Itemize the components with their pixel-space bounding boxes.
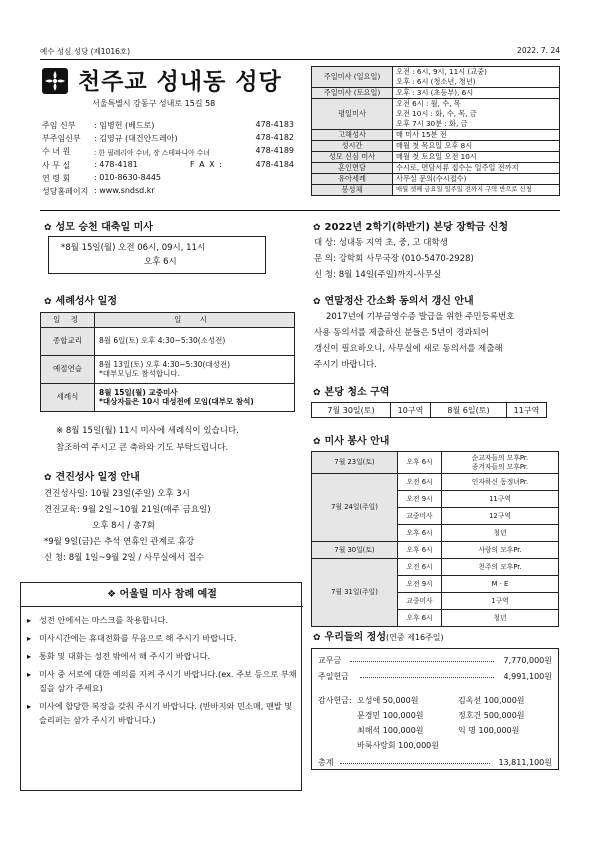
table-row — [312, 542, 559, 559]
staff-role: 부주임신부 — [42, 134, 81, 144]
service-date: 7월 24일(주일) — [312, 474, 398, 542]
schedule-line: 사무실 문의(수시접수) — [396, 174, 467, 183]
staff-name: : 임병헌 (베드로) — [94, 121, 155, 130]
parish-title: 천주교 성내동 성당 — [78, 69, 282, 95]
schedule-line: 오후 7시 30분 : 화, 금 — [396, 119, 468, 128]
schedule-value — [393, 67, 560, 88]
service-time: 오전 6시 — [398, 474, 442, 491]
service-group: 청년 — [442, 610, 559, 627]
cleaning-heading — [313, 383, 389, 398]
service-group: 사랑의 모후Pr. — [442, 542, 559, 559]
confirmation-heading — [44, 468, 140, 483]
service-group: 11구역 — [442, 491, 559, 508]
staff-row — [42, 173, 294, 186]
assumption-heading — [44, 218, 153, 233]
confirmation-line: 견진성사일: 10월 23일(주일) 오후 3시 — [44, 489, 190, 499]
service-time: 오전 9시 — [398, 491, 442, 508]
consent-line: 갱신이 필요하오니, 사무실에 새로 동의서를 제출해 — [314, 344, 503, 354]
staff-phone: 478-4183 — [255, 120, 294, 129]
list-item: ▸ 미사시간에는 휴대전화를 무음으로 해 주시기 바랍니다. — [27, 631, 297, 645]
staff-role: 주임 신부 — [42, 121, 76, 130]
schedule-key: 유아세례 — [312, 174, 393, 185]
service-date: 7월 30일(토) — [312, 542, 398, 559]
service-group: 1구역 — [442, 593, 559, 610]
column-header: 일 정 — [41, 313, 95, 328]
table-row — [312, 88, 560, 99]
schedule-line: 매월 첫 토요일 오전 10시 — [396, 152, 477, 161]
scholarship-line: 대 상: 성내동 지역 초, 중, 고 대학생 — [314, 238, 448, 248]
baptism-value — [95, 383, 295, 411]
cleaning-zone-table — [311, 402, 547, 418]
baptism-line: 8월 13일(토) 오후 4:30~5:30(대성전) — [99, 359, 231, 369]
offering-amount: 13,811,100원 — [498, 758, 552, 767]
leader-dots — [340, 763, 490, 764]
confirmation-line: *9월 9일(금)은 추석 연휴인 관계로 휴강 — [44, 537, 195, 547]
column-header: 일 시 — [95, 313, 295, 328]
etiquette-list — [27, 613, 297, 731]
offering-row — [318, 671, 552, 683]
section-title: 견진성사 일정 안내 — [55, 472, 140, 483]
confirmation-line: 견진교육: 9월 2일~10월 21일(매주 금요일) — [44, 505, 211, 515]
thanks-label: 감사헌금: — [318, 696, 352, 705]
baptism-line: *대상자들은 10시 대성전에 모임(대부모 참석) — [99, 397, 254, 406]
schedule-line: 오전 10시 : 화, 수, 목, 금 — [396, 109, 477, 118]
section-title: 세례성사 일정 — [55, 296, 117, 307]
schedule-key: 성시간 — [312, 141, 393, 152]
baptism-key: 세례식 — [41, 383, 95, 411]
baptism-note: 참조하여 주시고 큰 축하와 기도 부탁드립니다. — [56, 443, 229, 453]
section-title: 어울릴 미사 참례 예절 — [119, 589, 217, 600]
schedule-key: 고해성사 — [312, 130, 393, 141]
list-item: ▸ 미사 중 서로에 대한 예의를 지켜 주시기 바랍니다.(ex. 주보 등으로 부채질을 삼가 주세요) — [27, 667, 297, 695]
table-row — [312, 152, 560, 163]
donor-entry: 익 명 100,000원 — [458, 726, 520, 735]
flower-bullet-icon: ✿ — [44, 223, 52, 233]
issue-number: 예수 성심 성당 (제1016호) — [40, 47, 131, 56]
offering-box — [311, 648, 559, 770]
service-time: 오후 6시 — [398, 542, 442, 559]
flower-bullet-icon: ✿ — [313, 388, 321, 398]
offering-amount: 7,770,000원 — [503, 656, 552, 665]
table-row — [41, 383, 295, 411]
baptism-table — [40, 312, 295, 412]
section-title: 본당 청소 구역 — [324, 387, 390, 398]
baptism-key: 예절연습 — [41, 355, 95, 383]
section-title: 연말정산 간소화 동의서 갱신 안내 — [324, 296, 474, 307]
fax-label: F A X : — [190, 159, 223, 169]
flower-bullet-icon: ✿ — [313, 633, 321, 643]
zone-date: 8월 6일(토) — [431, 403, 507, 418]
schedule-key: 봉성체 — [312, 185, 393, 196]
schedule-value — [393, 99, 560, 130]
baptism-key: 종합교리 — [41, 327, 95, 355]
consent-line: 2017년에 기부금영수증 발급을 위한 주민등록번호 — [326, 312, 515, 322]
service-time: 오후 6시 — [398, 610, 442, 627]
baptism-value — [95, 327, 295, 355]
baptism-line: 8월 15일(월) 교중미사 — [99, 387, 178, 397]
schedule-value — [393, 163, 560, 174]
consent-heading — [313, 292, 474, 307]
service-group: 천주의 모후Pr. — [442, 559, 559, 576]
staff-name: : 한 필레리아 수녀, 장 스테파니아 수녀 — [94, 149, 210, 158]
flower-bullet-icon: ✿ — [44, 473, 52, 483]
table-row — [312, 99, 560, 130]
offering-amount: 4,991,100원 — [503, 672, 552, 681]
service-group: 청년 — [442, 525, 559, 542]
flower-bullet-icon: ✿ — [313, 437, 321, 447]
table-row — [41, 355, 295, 383]
table-row — [41, 327, 295, 355]
flower-bullet-icon: ✿ — [313, 297, 321, 307]
offering-label: 주일헌금 — [318, 672, 349, 681]
service-time: 오전 6시 — [398, 559, 442, 576]
staff-role: 수 녀 원 — [42, 147, 71, 157]
mass-schedule-table — [311, 66, 560, 196]
parish-address: 서울특별시 강동구 성내로 15길 58 — [92, 99, 216, 108]
baptism-value — [95, 355, 295, 383]
baptism-line: 8월 6일(토) 오후 4:30~5:30(소성전) — [99, 336, 226, 346]
confirmation-line: 오후 8시 / 총7회 — [92, 521, 155, 531]
etiquette-box — [20, 582, 302, 791]
schedule-line: 매월 첫 목요일 오후 8시 — [396, 141, 473, 150]
schedule-line: 오후 : 3시 (초등부), 6시 — [396, 88, 474, 97]
schedule-value — [393, 174, 560, 185]
baptism-heading — [44, 292, 117, 307]
service-line: 순교자들의 모후Pr. — [471, 453, 529, 462]
table-row — [312, 452, 559, 474]
staff-row — [42, 146, 294, 159]
offering-row — [318, 655, 552, 667]
table-row — [312, 174, 560, 185]
service-group: 인자하신 동정녀Pr. — [442, 474, 559, 491]
offering-label: 교무금 — [318, 656, 342, 665]
schedule-value — [393, 152, 560, 163]
assumption-line: *8월 15일(월) 오전 06시, 09시, 11시 — [61, 243, 206, 253]
staff-row — [42, 133, 294, 146]
etiquette-heading — [21, 583, 303, 607]
schedule-value — [393, 130, 560, 141]
leader-dots — [360, 677, 494, 678]
flower-bullet-icon: ✿ — [44, 297, 52, 307]
section-title: 성모 승천 대축일 미사 — [55, 222, 153, 233]
staff-phone: : 010-8630-8445 — [94, 172, 161, 182]
list-item: ▸ 통화 및 대화는 성전 밖에서 해 주시기 바랍니다. — [27, 649, 297, 663]
staff-phone: 478-4189 — [255, 146, 294, 156]
staff-name: : 김영규 (대건안드레아) — [94, 134, 178, 144]
service-time: 오전 9시 — [398, 576, 442, 593]
consent-line: 주시기 바랍니다. — [314, 360, 377, 370]
baptism-line: *대부모님도 참석합니다. — [99, 369, 180, 378]
zone-date: 7월 30일(토) — [312, 403, 391, 418]
homepage-link[interactable]: : www.sndsd.kr — [94, 185, 155, 195]
staff-phone: 478-4182 — [255, 133, 294, 143]
staff-role: 성당홈페이지 — [42, 186, 89, 196]
offering-heading — [313, 628, 444, 643]
consent-line: 사용 동의서를 제출하신 분들은 5년이 경과되어 — [314, 328, 489, 338]
scholarship-line: 신 청: 8월 14일(주일)까지-사무실 — [314, 270, 442, 280]
offering-row — [318, 757, 552, 769]
service-date: 7월 31일(주일) — [312, 559, 398, 627]
table-row — [312, 141, 560, 152]
service-group: M · E — [442, 576, 559, 593]
donor-entry: 문경민 100,000원 — [357, 711, 424, 720]
service-time: 교중미사 — [398, 508, 442, 525]
service-time: 오후 6시 — [398, 525, 442, 542]
section-subtitle: (연중 제16주일) — [386, 633, 444, 642]
cross-flower-icon — [42, 68, 68, 94]
mass-service-table — [311, 451, 559, 627]
staff-role: 연 령 회 — [42, 173, 71, 183]
donor-entry: 오성애 50,000원 — [357, 696, 419, 705]
list-item: ▸ 성전 안에서는 마스크를 착용합니다. — [27, 613, 297, 627]
section-title: 2022년 2학기(하반기) 본당 장학금 신청 — [324, 222, 508, 233]
table-row — [312, 163, 560, 174]
schedule-key: 주일미사 (일요일) — [312, 67, 393, 88]
schedule-key: 평일미사 — [312, 99, 393, 130]
fax-number: 478-4184 — [255, 159, 294, 169]
staff-row — [42, 186, 294, 199]
table-row — [312, 130, 560, 141]
table-row — [312, 185, 560, 196]
header-rule — [40, 210, 560, 211]
staff-row — [42, 160, 294, 173]
mass-service-heading — [313, 432, 389, 447]
scholarship-line: 문 의: 강학회 사무국장 (010-5470-2928) — [314, 254, 474, 264]
schedule-line: 매 미사 15분 전 — [396, 130, 447, 139]
schedule-line: 오전 : 6시, 9시, 11시 (교중) — [396, 67, 487, 76]
top-rule — [40, 59, 560, 60]
baptism-note: ※ 8월 15일(월) 11시 미사에 세례식이 있습니다. — [56, 426, 239, 436]
table-row — [312, 559, 559, 576]
schedule-value — [393, 88, 560, 99]
leader-dots — [350, 661, 494, 662]
issue-date: 2022. 7. 24 — [517, 46, 560, 55]
section-title: 미사 봉사 안내 — [324, 436, 390, 447]
scholarship-heading — [313, 218, 508, 233]
section-title: 우리들의 정성 — [324, 632, 386, 643]
table-header-row — [41, 313, 295, 328]
diamond-bullet-icon: ❖ — [107, 589, 120, 600]
schedule-line: 오후 : 6시 (청소년, 청년) — [396, 77, 476, 86]
confirmation-line: 신 청: 8월 1일~9월 2일 / 사무실에서 접수 — [44, 553, 205, 563]
schedule-key: 혼인면담 — [312, 163, 393, 174]
service-time: 오후 6시 — [398, 452, 442, 474]
service-time: 교중미사 — [398, 593, 442, 610]
service-date: 7월 23일(토) — [312, 452, 398, 474]
service-line: 종겨자들의 모후Pr. — [471, 462, 529, 471]
assumption-line: 오후 6시 — [144, 257, 177, 267]
zone-area: 10구역 — [391, 403, 431, 418]
staff-row — [42, 120, 294, 133]
table-row — [312, 67, 560, 88]
schedule-line: 수시로, 면담서류 접수는 일주일 전까지 — [396, 163, 519, 172]
service-group — [442, 452, 559, 474]
table-row — [312, 403, 547, 418]
donor-entry: 정호건 500,000원 — [458, 711, 525, 720]
list-item: ▸ 미사에 합당한 복장을 갖춰 주시기 바랍니다. (반바지와 민소매, 맨발 및 슬리퍼는 삼가 주시기 바랍니다.) — [27, 699, 297, 727]
schedule-value — [393, 141, 560, 152]
assumption-box — [48, 236, 266, 274]
schedule-key: 성모 신심 미사 — [312, 152, 393, 163]
staff-role: 사 무 실 — [42, 160, 71, 170]
issue-bar — [40, 46, 560, 60]
flower-bullet-icon: ✿ — [313, 223, 321, 233]
schedule-value — [393, 185, 560, 196]
staff-list — [42, 120, 294, 199]
schedule-line: 매월 셋째 금요일 일주일 전까지 구역 반으로 신청 — [396, 186, 532, 193]
donor-entry: 최해석 100,000원 — [357, 726, 424, 735]
table-row — [312, 474, 559, 491]
donor-entry: 바룩사랑회 100,000원 — [357, 741, 439, 750]
schedule-key: 주일미사 (토요일) — [312, 88, 393, 99]
service-group: 12구역 — [442, 508, 559, 525]
donor-entry: 김옥선 100,000원 — [458, 696, 525, 705]
offering-label: 총계 — [318, 758, 334, 767]
zone-area: 11구역 — [507, 403, 547, 418]
office-phone: : 478-4181 — [94, 159, 138, 169]
schedule-line: 오전 6시 : 월, 수, 목 — [396, 99, 461, 108]
